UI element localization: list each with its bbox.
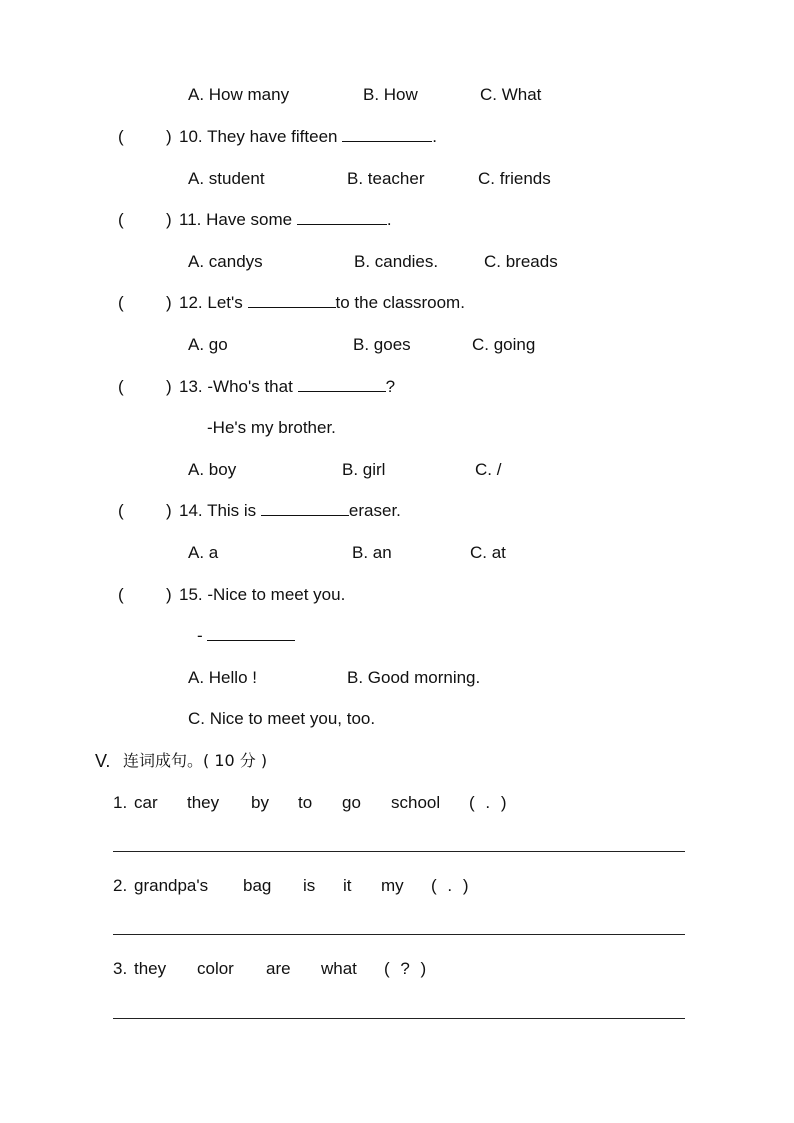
- q15-text: -Nice to meet you.: [207, 585, 346, 604]
- s5-item3-word: what: [321, 959, 357, 978]
- q14-option-b: B. an: [352, 543, 392, 562]
- s5-item1-word: to: [298, 793, 313, 812]
- q10-number: 10.: [179, 127, 203, 146]
- q12-blank: [248, 293, 336, 308]
- q15-paren-open: (: [118, 585, 124, 604]
- q10-option-b: B. teacher: [347, 169, 425, 188]
- q14-stem: [179, 501, 401, 521]
- q10-paren-open: (: [118, 127, 124, 146]
- q12-text-after: to the classroom.: [335, 293, 465, 312]
- q11-option-c: C. breads: [484, 252, 558, 271]
- q15-paren-close: ): [166, 585, 172, 604]
- q13-option-a: A. boy: [188, 460, 237, 479]
- q11-option-a: A. candys: [188, 252, 263, 271]
- s5-item2-word: my: [381, 876, 404, 895]
- q13-stem: [179, 377, 395, 397]
- q11-blank: [297, 210, 387, 225]
- q14-number: 14.: [179, 501, 203, 520]
- s5-item3-word: are: [266, 959, 291, 978]
- s5-item1-punct: ( . ): [469, 793, 507, 812]
- s5-item3-number: 3.: [113, 959, 128, 978]
- s5-item2-answer-line: [113, 934, 685, 935]
- s5-item1-word: by: [251, 793, 269, 812]
- q15-reply-dash: -: [197, 626, 203, 645]
- q12-text: Let's: [207, 293, 243, 312]
- q13-text: -Who's that: [207, 377, 293, 396]
- s5-item2-word: is: [303, 876, 316, 895]
- q14-text: This is: [207, 501, 257, 520]
- q14-text-after: eraser.: [348, 501, 401, 520]
- q11-text: Have some: [206, 210, 293, 229]
- q14-option-c: C. at: [470, 543, 506, 562]
- s5-item1-word: go: [342, 793, 361, 812]
- section-5-title: 连词成句。( 10 分 ): [123, 751, 268, 770]
- q13-reply: -He's my brother.: [207, 418, 336, 437]
- q10-paren-close: ): [166, 127, 172, 146]
- q9-option-c: C. What: [480, 85, 542, 104]
- s5-item2-word: grandpa's: [134, 876, 209, 895]
- q10-text-after: .: [432, 127, 437, 146]
- s5-item3-answer-line: [113, 1018, 685, 1019]
- s5-item2-word: bag: [243, 876, 272, 895]
- s5-item3-word: color: [197, 959, 234, 978]
- q9-option-b: B. How: [363, 85, 418, 104]
- q14-paren-close: ): [166, 501, 172, 520]
- q10-blank: [342, 127, 432, 142]
- q14-blank: [261, 501, 349, 516]
- q11-text-after: .: [386, 210, 392, 229]
- q15-reply: [197, 626, 295, 646]
- q13-blank: [298, 377, 386, 392]
- q9-option-a: A. How many: [188, 85, 290, 104]
- q13-paren-open: (: [118, 377, 124, 396]
- q12-option-a: A. go: [188, 335, 228, 354]
- q12-paren-close: ): [166, 293, 172, 312]
- q11-stem: [179, 210, 392, 230]
- q12-option-b: B. goes: [353, 335, 411, 354]
- section-5-label: V.: [95, 751, 111, 771]
- s5-item2-word: it: [343, 876, 352, 895]
- q15-blank: [207, 626, 295, 641]
- q12-stem: [179, 293, 465, 313]
- q10-option-c: C. friends: [478, 169, 551, 188]
- q15-number: 15.: [179, 585, 203, 604]
- q13-option-b: B. girl: [342, 460, 386, 479]
- q12-paren-open: (: [118, 293, 124, 312]
- q13-text-after: ?: [385, 377, 396, 396]
- q14-paren-open: (: [118, 501, 124, 520]
- s5-item2-number: 2.: [113, 876, 128, 895]
- s5-item3-punct: ( ? ): [384, 959, 427, 978]
- q12-option-c: C. going: [472, 335, 536, 354]
- q15-option-c: C. Nice to meet you, too.: [188, 709, 376, 728]
- q13-number: 13.: [179, 377, 203, 396]
- q15-option-b: B. Good morning.: [347, 668, 481, 687]
- s5-item1-number: 1.: [113, 793, 128, 812]
- q14-option-a: A. a: [188, 543, 219, 562]
- q11-number: 11.: [179, 210, 202, 229]
- q11-paren-close: ): [166, 210, 172, 229]
- q11-option-b: B. candies.: [354, 252, 439, 271]
- s5-item1-word: they: [187, 793, 220, 812]
- q12-number: 12.: [179, 293, 203, 312]
- s5-item3-word: they: [134, 959, 167, 978]
- q15-stem: [179, 585, 345, 605]
- q13-paren-close: ): [166, 377, 172, 396]
- s5-item1-word: car: [134, 793, 158, 812]
- q10-text: They have fifteen: [207, 127, 338, 146]
- q11-paren-open: (: [118, 210, 124, 229]
- q15-option-a: A. Hello !: [188, 668, 257, 687]
- s5-item1-word: school: [391, 793, 441, 812]
- q13-option-c: C. /: [475, 460, 502, 479]
- s5-item2-punct: ( . ): [431, 876, 469, 895]
- s5-item1-answer-line: [113, 851, 685, 852]
- q10-stem: [179, 127, 437, 147]
- q10-option-a: A. student: [188, 169, 265, 188]
